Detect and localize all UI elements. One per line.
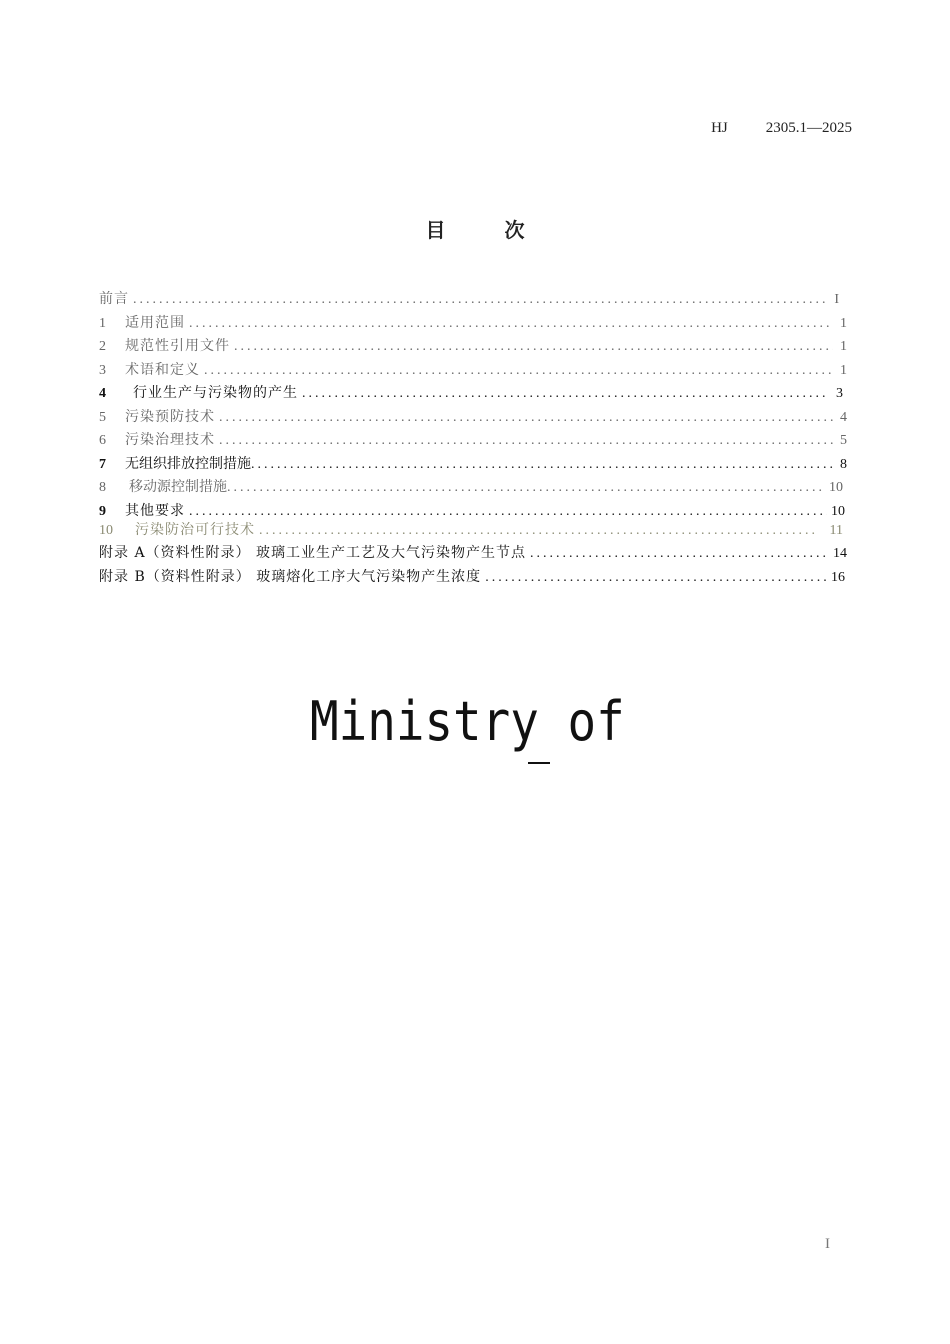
toc-entry-2[interactable]: [99, 335, 847, 359]
toc-entry-number: 8: [99, 480, 106, 495]
toc-entry-5[interactable]: [99, 406, 847, 430]
toc-entry-number: 3: [99, 362, 106, 378]
toc-entry-label: 前言: [99, 291, 129, 307]
toc-entry-number: 1: [99, 315, 106, 331]
toc-entry-page: 10: [831, 503, 845, 519]
standard-number: 2305.1—2025: [765, 120, 852, 136]
toc-entry-label: 污染预防技术: [125, 408, 215, 425]
toc-appendix-a[interactable]: [99, 542, 847, 566]
toc-entry-page: I: [834, 292, 839, 307]
toc-entry-page: 11: [829, 522, 843, 538]
toc-entry-10[interactable]: [99, 519, 847, 543]
toc-entry-number: 4: [99, 386, 106, 401]
toc-entry-6[interactable]: [99, 429, 847, 453]
toc-entry-label: 污染防治可行技术: [135, 521, 255, 538]
toc-entry-number: 6: [99, 433, 106, 448]
toc-leader-dots: [219, 410, 833, 426]
toc-entry-page: 16: [831, 569, 845, 585]
title-char-2: 次: [504, 218, 525, 242]
toc-entry-label: 污染治理技术: [125, 432, 215, 448]
toc-leader-dots: [133, 292, 825, 308]
toc-leader-dots: [227, 480, 825, 496]
standard-prefix: HJ: [711, 120, 728, 136]
toc-entry-3[interactable]: [99, 359, 847, 383]
toc-entry-label: 术语和定义: [125, 361, 200, 378]
toc-leader-dots: [234, 339, 833, 355]
toc-appendix-b[interactable]: [99, 566, 847, 590]
toc-entry-page: 1: [840, 362, 847, 378]
toc-entry-page: 1: [840, 315, 847, 331]
toc-entry-preface[interactable]: [99, 288, 847, 312]
toc-entry-label: 附录 B（资料性附录） 玻璃熔化工序大气污染物产生浓度: [99, 568, 482, 585]
toc-entry-number: 2: [99, 339, 106, 354]
toc-entry-label: 其他要求: [125, 502, 185, 519]
watermark-text: Ministry of: [310, 690, 625, 753]
toc-entry-page: 10: [829, 480, 843, 495]
toc-entry-8[interactable]: [99, 476, 847, 500]
toc-entry-4[interactable]: [99, 382, 847, 406]
toc-entry-page: 4: [840, 409, 847, 425]
toc-entry-page: 1: [840, 339, 847, 354]
page-number: I: [825, 1236, 830, 1252]
toc-leader-dots: [189, 504, 827, 519]
toc-entry-page: 3: [836, 386, 843, 401]
toc-leader-dots: [485, 570, 827, 586]
toc-leader-dots: [204, 363, 833, 379]
toc-entry-7[interactable]: [99, 453, 847, 477]
toc-entry-label: 行业生产与污染物的产生: [133, 385, 298, 401]
toc-entry-page: 8: [840, 456, 847, 472]
toc-entry-label: 适用范围: [125, 314, 185, 331]
standard-code: [711, 120, 852, 137]
toc-entry-page: 14: [833, 546, 847, 561]
toc-leader-dots: [259, 523, 818, 539]
toc-leader-dots: [189, 316, 833, 332]
toc-entry-number: 10: [99, 522, 113, 538]
page-title: [0, 214, 950, 243]
toc-leader-dots: [302, 386, 829, 402]
title-char-1: 目: [425, 218, 446, 242]
toc-leader-dots: [219, 433, 833, 449]
toc-entry-label: 无组织排放控制措施: [125, 455, 251, 472]
watermark-fragment: [528, 758, 556, 766]
table-of-contents: [99, 288, 847, 589]
toc-entry-label: 规范性引用文件: [125, 338, 230, 354]
toc-entry-label: 附录 A（资料性附录） 玻璃工业生产工艺及大气污染物产生节点: [99, 545, 527, 561]
toc-leader-dots: [530, 546, 829, 562]
toc-entry-label: 移动源控制措施: [129, 479, 227, 495]
toc-entry-1[interactable]: [99, 312, 847, 336]
toc-entry-number: 7: [99, 456, 106, 472]
toc-leader-dots: [251, 457, 833, 473]
toc-entry-page: 5: [840, 433, 847, 448]
toc-entry-number: 5: [99, 409, 106, 425]
toc-entry-9[interactable]: [99, 500, 847, 519]
toc-entry-number: 9: [99, 503, 106, 519]
